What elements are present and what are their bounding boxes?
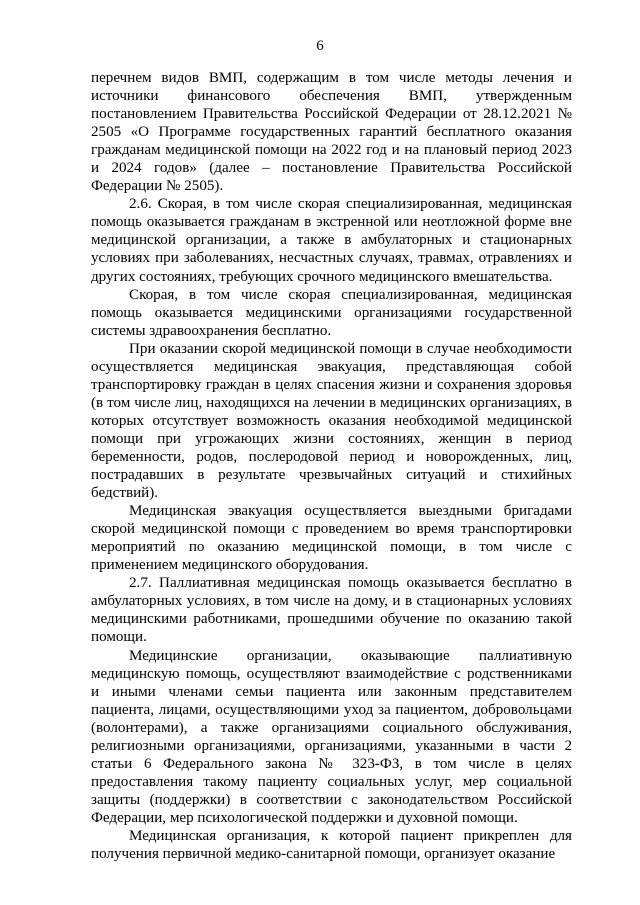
paragraph: Медицинская организация, к которой пациент прикреплен для получения первичной медико-санитарной помощи, организует оказание bbox=[91, 827, 572, 863]
paragraph: 2.7. Паллиативная медицинская помощь оказывается бесплатно в амбулаторных условиях, в том числе на дому, и в стационарных условиях медицинскими работниками, прошедшими обучение по оказанию такой помощи. bbox=[91, 575, 572, 646]
paragraph: 2.6. Скорая, в том числе скорая специализированная, медицинская помощь оказывается гражданам в экстренной или неотложной форме вне медицинской организации, а также в амбулаторных и стационарных условиях при заболеваниях, несчастных случаях, травмах, отравлениях и других состояниях, требующих срочного медицинского вмешательства. bbox=[91, 196, 572, 285]
paragraph: При оказании скорой медицинской помощи в случае необходимости осуществляется медицинская эвакуация, представляющая собой транспортировку граждан в целях спасения жизни и сохранения здоровья (в том числе лиц, находящихся на лечении в медицинских организациях, в которых отсутствует возможность оказания необходимой медицинской помощи при угрожающих жизни состояниях, женщин в период беременности, родов, послеродовой период и новорожденных, лиц, пострадавших в результате чрезвычайных ситуаций и стихийных бедствий). bbox=[91, 340, 572, 502]
document-body bbox=[91, 69, 572, 863]
paragraph: Медицинская эвакуация осуществляется выездными бригадами скорой медицинской помощи с проведением во время транспортировки мероприятий по оказанию медицинской помощи, в том числе с применением медицинского оборудования. bbox=[91, 503, 572, 574]
page-number: 6 bbox=[316, 38, 324, 54]
paragraph: Медицинские организации, оказывающие паллиативную медицинскую помощь, осуществляют взаимодействие с родственниками и иными членами семьи пациента или законным представителем пациента, лицами, осуществляющими уход за пациентом, добровольцами (волонтерами), а также организациями социального обслуживания, религиозными организациями, организациями, указанными в части 2 статьи 6 Федерального закона № 323-ФЗ, в том числе в целях предоставления такому пациенту социальных услуг, мер социальной защиты (поддержки) в соответствии с законодательством Российской Федерации, мер психологической поддержки и духовной помощи. bbox=[91, 647, 572, 826]
paragraph: перечнем видов ВМП, содержащим в том числе методы лечения и источники финансового обеспечения ВМП, утвержденным постановлением Правительства Российской Федерации от 28.12.2021 № 2505 «О Программе государственных гарантий бесплатного оказания гражданам медицинской помощи на 2022 год и на плановый период 2023 и 2024 годов» (далее – постановление Правительства Российской Федерации № 2505). bbox=[91, 70, 572, 195]
paragraph: Скорая, в том числе скорая специализированная, медицинская помощь оказывается медицинскими организациями государственной системы здравоохранения бесплатно. bbox=[91, 286, 572, 339]
